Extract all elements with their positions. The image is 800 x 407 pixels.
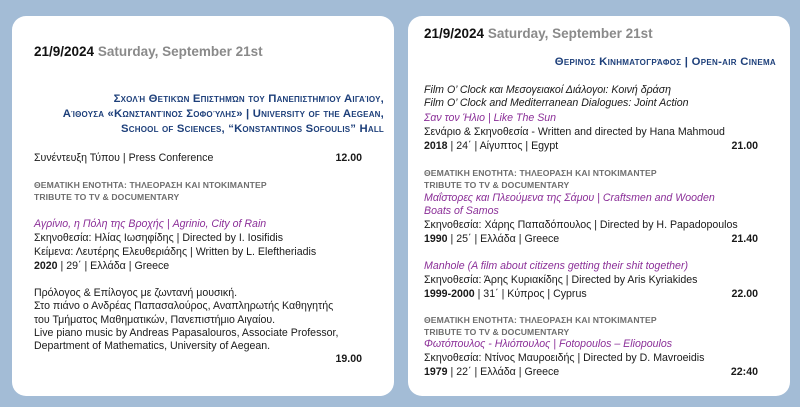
film-meta	[34, 260, 169, 273]
theme-line: ΘΕΜΑΤΙΚΗ ΕΝΟΤΗΤΑ: ΤΗΛΕΟΡΑΣΗ ΚΑΙ ΝΤΟΚΙΜΑΝΤΕΡ	[424, 315, 657, 325]
film-year: 1990	[424, 233, 448, 245]
film-title	[424, 192, 715, 219]
venue-line: School of Sciences, “Konstantinos Sofoulis” Hall	[121, 123, 384, 135]
intro-line: Film O’ Clock και Μεσογειακοί Διάλογοι: Κοινή δράση	[424, 84, 671, 96]
theme-heading	[424, 168, 657, 191]
date-heading	[424, 26, 653, 41]
press-conference-time: 12.00	[335, 152, 362, 164]
press-conference-label: Συνέντευξη Τύπου | Press Conference	[34, 152, 214, 164]
venue-label: Θερινός Κινηματογράφος | Open-air Cinema	[554, 56, 776, 68]
film-meta-rest: | 24΄ | Αίγυπτος | Egypt	[447, 140, 559, 152]
right-program-card	[408, 16, 790, 396]
date-heading	[34, 44, 263, 59]
prologue-text	[34, 287, 338, 353]
prologue-line: του Τμήματος Μαθηματικών, Πανεπιστήμιο Αιγαίου.	[34, 313, 276, 326]
film-meta-rest: | 22΄ | Ελλάδα | Greece	[447, 366, 560, 378]
film-title-line: Boats of Samos	[424, 205, 499, 218]
film-meta-rest: | 31΄ | Κύπρος | Cyprus	[474, 288, 587, 300]
prologue-line: Department of Mathematics, University of Aegean.	[34, 340, 271, 353]
theme-line: TRIBUTE TO TV & DOCUMENTARY	[424, 326, 570, 337]
film-time: 21.00	[731, 140, 758, 152]
weekday: Saturday, September 21st	[97, 44, 263, 59]
theme-line: ΘΕΜΑΤΙΚΗ ΕΝΟΤΗΤΑ: ΤΗΛΕΟΡΑΣΗ ΚΑΙ ΝΤΟΚΙΜΑΝΤΕΡ	[34, 180, 267, 190]
film-credit: Σκηνοθεσία: Χάρης Παπαδόπουλος | Directed by H. Papadopoulos	[424, 219, 738, 231]
venue-line: Σχολή Θετικών Επιστημών του Πανεπιστημίου Αιγαίου,	[113, 93, 384, 105]
film-year: 1999-2000	[424, 288, 475, 300]
prologue-line: Πρόλογος & Επίλογος με ζωντανή μουσική.	[34, 287, 238, 299]
film-year: 2018	[424, 140, 448, 152]
film-title: Αγρίνιο, η Πόλη της Βροχής | Agrinio, City of Rain	[34, 218, 267, 230]
film-meta	[424, 233, 559, 246]
film-credit: Σενάριο & Σκηνοθεσία - Written and directed by Hana Mahmoud	[424, 126, 725, 138]
film-title: Σαν τον Ήλιο | Like The Sun	[424, 112, 557, 124]
film-title-line: Μαΐστορες και Πλεούμενα της Σάμου | Craftsmen and Wooden	[424, 192, 715, 204]
left-program-card	[12, 16, 394, 396]
film-time: 21.40	[731, 233, 758, 245]
film-meta	[424, 140, 558, 153]
prologue-time: 19.00	[335, 353, 362, 365]
theme-heading	[34, 180, 267, 203]
film-time: 22.00	[731, 288, 758, 300]
film-year: 1979	[424, 366, 448, 378]
film-title: Φωτόπουλος - Ηλιόπουλος | Fotopoulos – Eliopoulos	[424, 338, 673, 350]
film-writer: Κείμενα: Λευτέρης Ελευθεριάδης | Written by L. Eleftheriadis	[34, 246, 317, 258]
prologue-line: Στο πιάνο ο Ανδρέας Παπασαλούρος, Αναπληρωτής Καθηγητής	[34, 300, 334, 313]
intro-text	[424, 84, 689, 111]
venue-line: Αίθουσα «Κωνσταντίνος Σοφούλης» | University of the Aegean,	[62, 108, 384, 120]
theme-line: ΘΕΜΑΤΙΚΗ ΕΝΟΤΗΤΑ: ΤΗΛΕΟΡΑΣΗ ΚΑΙ ΝΤΟΚΙΜΑΝΤΕΡ	[424, 168, 657, 178]
film-meta-rest: | 29΄ | Ελλάδα | Greece	[57, 260, 170, 272]
date: 21/9/2024	[34, 44, 95, 59]
film-year: 2020	[34, 260, 58, 272]
film-time: 22:40	[730, 366, 758, 378]
weekday: Saturday, September 21st	[487, 26, 653, 41]
film-credit: Σκηνοθεσία: Ντίνος Μαυροειδής | Directed by D. Mavroeidis	[424, 352, 705, 364]
venue-block	[63, 92, 384, 137]
intro-line: Film O’ Clock and Mediterranean Dialogues: Joint Action	[424, 97, 689, 110]
film-credit: Σκηνοθεσία: Άρης Κυριακίδης | Directed by Aris Kyriakides	[424, 274, 698, 286]
film-meta	[424, 288, 587, 301]
prologue-line: Live piano music by Andreas Papasalouros, Associate Professor,	[34, 326, 339, 339]
theme-line: TRIBUTE TO TV & DOCUMENTARY	[424, 179, 570, 190]
theme-heading	[424, 315, 657, 338]
film-meta-rest: | 25΄ | Ελλάδα | Greece	[447, 233, 560, 245]
date: 21/9/2024	[424, 26, 485, 41]
film-meta	[424, 366, 559, 379]
theme-line: TRIBUTE TO TV & DOCUMENTARY	[34, 191, 180, 202]
film-title: Manhole (A film about citizens getting their shit together)	[424, 260, 688, 272]
film-director: Σκηνοθεσία: Ηλίας Ιωσηφίδης | Directed by I. Iosifidis	[34, 232, 283, 244]
